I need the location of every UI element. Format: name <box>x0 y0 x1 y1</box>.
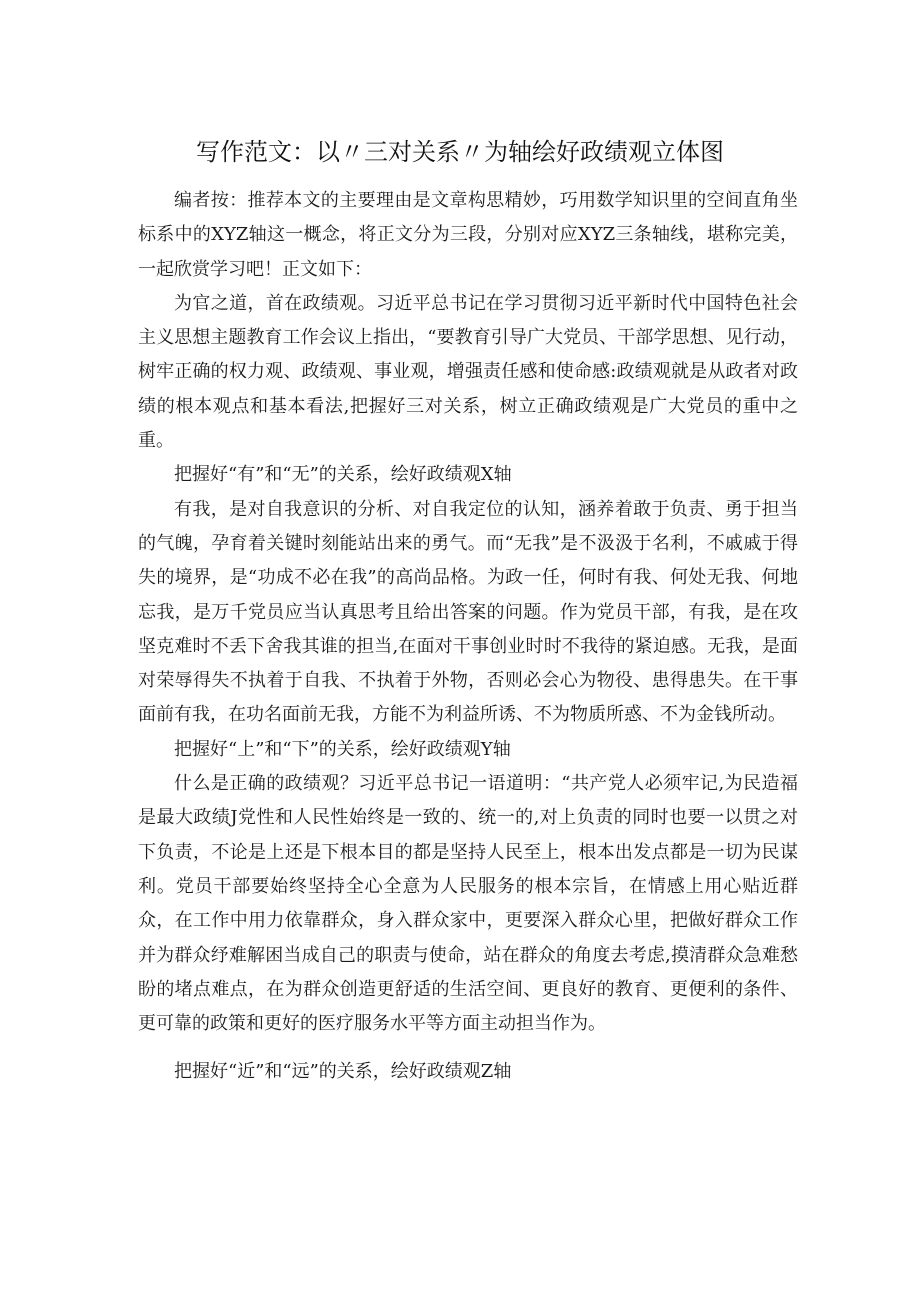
editor-note-paragraph: 编者按：推荐本文的主要理由是文章构思精妙，巧用数学知识里的空间直角坐标系中的XYZ轴这一概念，将正文分为三段，分别对应XYZ三条轴线，堪称完美，一起欣赏学习吧！正文如下： <box>138 190 798 280</box>
y-axis-paragraph: 什么是正确的政绩观？习近平总书记一语道明：“共产党人必须牢记,为民造福是最大政绩J党性和人民性始终是一致的、统一的,对上负责的同时也要一以贯之对下负责，不论是上还是下根本目的都是坚持人民至上，根本出发点都是一切为民谋利。党员干部要始终坚持全心全意为人民服务的根本宗旨，在情感上用心贴近群众，在工作中用力依靠群众，身入群众家中，更要深入群众心里，把做好群众工作并为群众纾难解困当成自己的职责与使命，站在群众的角度去考虑,摸清群众急难愁盼的堵点难点，在为群众创造更舒适的生活空间、更良好的教育、更便利的条件、更可靠的政策和更好的医疗服务水平等方面主动担当作为。 <box>138 773 798 1035</box>
document-title: 写作范文：以〃三对关系〃为轴绘好政绩观立体图 <box>196 138 724 167</box>
section-heading-y-axis: 把握好“上”和“下”的关系，绘好政绩观Y轴 <box>174 738 511 760</box>
section-heading-z-axis: 把握好“近”和“远”的关系，绘好政绩观Z轴 <box>174 1061 512 1083</box>
document-body <box>138 184 798 1090</box>
x-axis-paragraph: 有我，是对自我意识的分析、对自我定位的认知，涵养着敢于负责、勇于担当的气魄，孕育着关键时刻能站出来的勇气。而“无我”是不汲汲于名利，不戚戚于得失的境界，是“功成不必在我”的高尚品格。为政一任，何时有我、何处无我、何地忘我，是万千党员应当认真思考且给出答案的问题。作为党员干部，有我，是在攻坚克难时不丢下舍我其谁的担当,在面对干事创业时时不我待的紧迫感。无我，是面对荣辱得失不执着于自我、不执着于外物，否则必会心为物役、患得患失。在干事面前有我，在功名面前无我，方能不为利益所诱、不为物质所惑、不为金钱所动。 <box>138 498 798 726</box>
intro-paragraph: 为官之道，首在政绩观。习近平总书记在学习贯彻习近平新时代中国特色社会主义思想主题教育工作会议上指出，“要教育引导广大党员、干部学思想、见行动，树牢正确的权力观、政绩观、事业观，增强责任感和使命感:政绩观就是从政者对政绩的根本观点和基本看法,把握好三对关系，树立正确政绩观是广大党员的重中之重。 <box>138 292 798 452</box>
section-heading-x-axis: 把握好“有”和“无”的关系，绘好政绩观X轴 <box>174 464 512 486</box>
